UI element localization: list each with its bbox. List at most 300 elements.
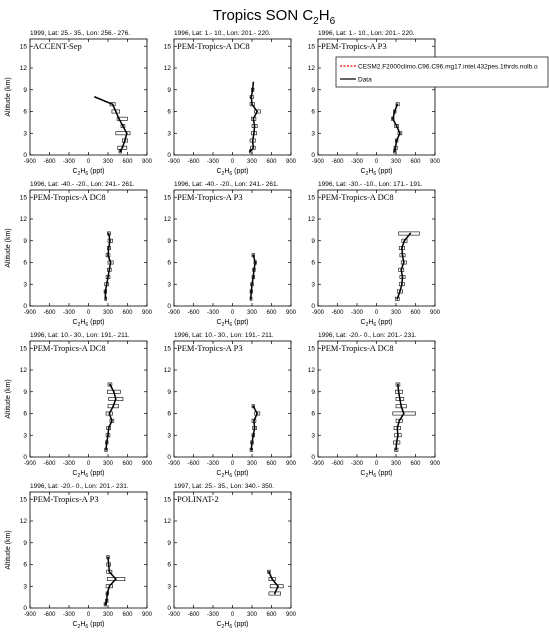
panel-9: [308, 332, 441, 479]
x-tick-label: -600: [187, 461, 200, 467]
data-point: [250, 449, 252, 451]
y-tick-label: 3: [311, 130, 315, 138]
y-tick-label: 15: [307, 43, 315, 51]
y-tick-label: 6: [167, 410, 171, 418]
y-tick-label: 9: [311, 86, 315, 94]
y-tick-label: 15: [19, 43, 27, 51]
x-tick-label: -300: [62, 461, 76, 467]
x-tick-label: 900: [429, 310, 441, 316]
data-point: [399, 291, 401, 293]
data-point: [126, 132, 128, 134]
data-point: [404, 240, 406, 242]
x-tick-label: 300: [102, 159, 114, 165]
panel-6: [308, 181, 441, 328]
data-point: [105, 298, 107, 300]
data-point: [403, 262, 405, 264]
data-point: [252, 89, 254, 91]
panel-info: 1996, Lat: -40.- -20., Lon: 241.- 261.: [30, 181, 135, 188]
x-tick-label: 600: [410, 461, 421, 467]
y-tick-label: 0: [23, 303, 27, 310]
y-tick-label: 3: [23, 432, 27, 440]
x-tick-label: -900: [23, 159, 37, 165]
x-tick-label: 600: [410, 310, 421, 316]
x-tick-label: 300: [246, 159, 258, 165]
x-tick-label: -600: [43, 310, 56, 316]
data-point: [113, 391, 115, 393]
x-tick-label: 0: [374, 461, 379, 467]
x-tick-label: -600: [43, 159, 56, 165]
x-tick-label: 300: [102, 612, 114, 618]
x-tick-label: 300: [390, 310, 402, 316]
x-tick-label: -900: [23, 461, 37, 467]
panel-info: 1996, Lat: -30.- -10., Lon: 171.- 191.: [318, 181, 423, 188]
y-tick-label: 9: [23, 539, 27, 547]
panel-name: PEM-Tropics-A DC8: [33, 343, 106, 353]
x-tick-label: 0: [230, 612, 235, 618]
x-tick-label: 900: [141, 159, 153, 165]
data-point: [108, 233, 110, 235]
data-point: [397, 434, 399, 436]
x-tick-label: -900: [23, 310, 37, 316]
y-tick-label: 0: [311, 152, 315, 159]
data-point: [252, 254, 254, 256]
panel-info: 1996, Lat: 1.- 10., Lon: 201.- 220.: [174, 30, 271, 37]
x-tick-label: 0: [230, 461, 235, 467]
data-point: [119, 150, 121, 152]
x-tick-label: 300: [246, 612, 258, 618]
data-point: [107, 254, 109, 256]
data-point: [105, 449, 107, 451]
data-point: [254, 262, 256, 264]
data-point: [121, 147, 123, 149]
y-tick-label: 0: [23, 152, 27, 159]
x-tick-label: 600: [266, 612, 277, 618]
plot-frame: [30, 492, 147, 608]
x-axis-label: $C_2H_6$ (ppt): [360, 470, 393, 479]
panel-info: 1997, Lat: 25.- 35., Lon: 340.- 350.: [174, 483, 275, 490]
x-tick-label: 600: [122, 310, 133, 316]
y-tick-label: 12: [163, 367, 171, 374]
y-tick-label: 0: [23, 454, 27, 461]
data-point: [111, 420, 113, 422]
x-tick-label: 900: [141, 461, 153, 467]
plot-frame: [174, 190, 291, 306]
panel-name: ACCENT-Sep: [33, 41, 82, 51]
data-point: [118, 118, 120, 120]
x-tick-label: 900: [429, 461, 441, 467]
panel-3: [308, 30, 441, 177]
data-point: [400, 405, 402, 407]
data-point: [112, 405, 114, 407]
x-tick-label: 600: [122, 612, 133, 618]
data-point: [252, 147, 254, 149]
data-point: [277, 585, 279, 587]
x-tick-label: 300: [102, 310, 114, 316]
x-tick-label: -300: [206, 159, 220, 165]
y-tick-label: 6: [167, 259, 171, 267]
plot-frame: [30, 341, 147, 457]
plot-frame: [174, 492, 291, 608]
x-tick-label: 0: [86, 310, 91, 316]
data-point: [396, 125, 398, 127]
data-point: [105, 603, 107, 605]
data-point: [108, 564, 110, 566]
y-tick-label: 6: [23, 259, 27, 267]
panel-name: PEM-Tropics-A DC8: [321, 343, 394, 353]
y-tick-label: 3: [23, 130, 27, 138]
title-sub2: 6: [329, 16, 336, 27]
panel-info: 1996, Lat: -20.- 0., Lon: 201.- 231.: [318, 332, 417, 339]
data-point: [251, 103, 253, 105]
y-tick-label: 6: [23, 410, 27, 418]
data-point: [106, 600, 108, 602]
y-tick-label: 15: [163, 345, 171, 353]
x-tick-label: -900: [167, 461, 181, 467]
plot-frame: [30, 190, 147, 306]
y-tick-label: 9: [311, 388, 315, 396]
y-tick-label: 6: [311, 259, 315, 267]
data-profile-line: [397, 234, 410, 299]
data-point: [249, 150, 251, 152]
data-point: [108, 413, 110, 415]
data-point: [401, 247, 403, 249]
y-tick-label: 3: [167, 130, 171, 138]
x-tick-label: -300: [206, 310, 220, 316]
y-tick-label: 15: [19, 496, 27, 504]
y-tick-label: 0: [311, 454, 315, 461]
panel-7: [5, 332, 153, 479]
x-tick-label: 900: [285, 310, 297, 316]
x-tick-label: 900: [285, 612, 297, 618]
data-point: [396, 140, 398, 142]
data-point: [252, 118, 254, 120]
data-point: [105, 291, 107, 293]
x-tick-label: 600: [122, 159, 133, 165]
x-axis-label: $C_2H_6$ (ppt): [216, 168, 249, 177]
y-tick-label: 3: [23, 281, 27, 289]
y-tick-label: 3: [23, 583, 27, 591]
data-point: [253, 420, 255, 422]
x-tick-label: 600: [266, 159, 277, 165]
data-point: [109, 240, 111, 242]
panel-1: [5, 30, 153, 177]
legend-label: Data: [358, 76, 372, 84]
y-tick-label: 12: [19, 518, 27, 525]
x-axis-label: $C_2H_6$ (ppt): [72, 319, 105, 328]
x-tick-label: -600: [331, 310, 344, 316]
data-point: [108, 247, 110, 249]
panel-info: 1996, Lat: 10.- 30., Lon: 191.- 211.: [174, 332, 274, 339]
data-profile-line: [269, 572, 278, 594]
y-tick-label: 6: [23, 108, 27, 116]
data-point: [268, 571, 270, 573]
y-tick-label: 9: [23, 86, 27, 94]
y-tick-label: 6: [23, 561, 27, 569]
data-point: [400, 269, 402, 271]
x-tick-label: -600: [187, 159, 200, 165]
data-profile-line: [95, 97, 127, 151]
data-point: [108, 269, 110, 271]
y-axis-label: Altitude (km): [5, 77, 12, 117]
data-point: [403, 413, 405, 415]
panel-info: 1999, Lat: 25.- 35., Lon: 256.- 276.: [30, 30, 131, 37]
data-point: [254, 125, 256, 127]
data-point: [251, 442, 253, 444]
y-tick-label: 0: [167, 152, 171, 159]
data-point: [396, 298, 398, 300]
y-tick-label: 9: [23, 388, 27, 396]
x-tick-label: 0: [374, 310, 379, 316]
data-point: [108, 427, 110, 429]
data-point: [396, 427, 398, 429]
panel-4: [5, 181, 153, 328]
y-tick-label: 12: [307, 367, 315, 374]
y-tick-label: 12: [19, 65, 27, 72]
y-tick-label: 12: [163, 65, 171, 72]
x-tick-label: -600: [43, 461, 56, 467]
x-tick-label: 0: [374, 159, 379, 165]
x-tick-label: 300: [246, 461, 258, 467]
x-tick-label: -600: [331, 461, 344, 467]
x-tick-label: -300: [62, 612, 76, 618]
range-bar: [116, 132, 130, 135]
y-tick-label: 0: [23, 605, 27, 612]
data-point: [106, 593, 108, 595]
plot-frame: [174, 341, 291, 457]
y-tick-label: 0: [167, 454, 171, 461]
data-point: [254, 427, 256, 429]
x-tick-label: 300: [246, 310, 258, 316]
data-profile-line: [106, 385, 116, 450]
y-tick-label: 12: [163, 518, 171, 525]
x-tick-label: 0: [86, 461, 91, 467]
data-point: [250, 291, 252, 293]
data-point: [250, 96, 252, 98]
y-tick-label: 3: [311, 281, 315, 289]
x-tick-label: -300: [206, 461, 220, 467]
title-main: Tropics SON C: [212, 7, 314, 24]
data-point: [398, 420, 400, 422]
data-point: [112, 103, 114, 105]
y-tick-label: 15: [307, 345, 315, 353]
x-axis-label: $C_2H_6$ (ppt): [360, 319, 393, 328]
x-tick-label: 300: [102, 461, 114, 467]
data-point: [409, 233, 411, 235]
data-point: [394, 147, 396, 149]
x-tick-label: -300: [62, 159, 76, 165]
data-point: [398, 391, 400, 393]
y-tick-label: 15: [19, 194, 27, 202]
y-tick-label: 15: [163, 194, 171, 202]
data-point: [106, 442, 108, 444]
y-tick-label: 9: [167, 237, 171, 245]
x-tick-label: -600: [331, 159, 344, 165]
x-tick-label: -300: [350, 310, 364, 316]
y-tick-label: 15: [163, 496, 171, 504]
panel-10: [5, 483, 153, 630]
data-point: [252, 405, 254, 407]
data-point: [252, 140, 254, 142]
x-tick-label: 600: [266, 310, 277, 316]
legend-label: CESM2.F2000climo.C96.C96.mg17.intel.432pes.1thrds.nolb.o: [358, 63, 538, 71]
y-tick-label: 9: [23, 237, 27, 245]
x-tick-label: 300: [390, 461, 402, 467]
panel-name: PEM-Tropics-A DC8: [321, 192, 394, 202]
y-axis-label: Altitude (km): [5, 530, 12, 570]
data-point: [115, 578, 117, 580]
data-point: [252, 276, 254, 278]
y-tick-label: 0: [167, 605, 171, 612]
data-point: [394, 111, 396, 113]
x-tick-label: -900: [311, 159, 325, 165]
data-point: [115, 111, 117, 113]
data-point: [107, 434, 109, 436]
x-tick-label: 0: [86, 612, 91, 618]
x-tick-label: -600: [43, 612, 56, 618]
panel-name: PEM-Tropics-A DC8: [177, 41, 250, 51]
x-axis-label: $C_2H_6$ (ppt): [216, 621, 249, 630]
data-point: [395, 449, 397, 451]
x-tick-label: 900: [429, 159, 441, 165]
data-point: [106, 283, 108, 285]
plot-frame: [318, 341, 435, 457]
panel-name: PEM-Tropics-A P3: [321, 41, 387, 51]
panel-name: PEM-Tropics-A P3: [33, 494, 99, 504]
data-point: [253, 132, 255, 134]
x-tick-label: -300: [206, 612, 220, 618]
panel-info: 1996, Lat: 10.- 30., Lon: 191.- 211.: [30, 332, 130, 339]
data-point: [399, 132, 401, 134]
data-point: [392, 118, 394, 120]
x-tick-label: 600: [266, 461, 277, 467]
y-tick-label: 9: [167, 388, 171, 396]
panel-name: PEM-Tropics-A P3: [177, 343, 243, 353]
data-point: [274, 593, 276, 595]
x-tick-label: 900: [285, 159, 297, 165]
y-tick-label: 9: [311, 237, 315, 245]
panel-name: PEM-Tropics-A DC8: [33, 192, 106, 202]
panel-info: 1996, Lat: -40.- -20., Lon: 241.- 261.: [174, 181, 279, 188]
y-tick-label: 6: [167, 108, 171, 116]
data-point: [124, 140, 126, 142]
y-tick-label: 12: [19, 367, 27, 374]
x-axis-label: $C_2H_6$ (ppt): [72, 168, 105, 177]
data-point: [401, 283, 403, 285]
y-tick-label: 15: [307, 194, 315, 202]
x-tick-label: -900: [167, 310, 181, 316]
data-point: [107, 556, 109, 558]
panel-2: [164, 30, 297, 177]
panel-5: [164, 181, 297, 328]
y-tick-label: 0: [311, 303, 315, 310]
x-axis-label: $C_2H_6$ (ppt): [72, 621, 105, 630]
x-tick-label: -300: [350, 159, 364, 165]
y-tick-label: 15: [163, 43, 171, 51]
plot-frame: [174, 39, 291, 155]
plot-frame: [30, 39, 147, 155]
data-point: [250, 298, 252, 300]
plot-frame: [318, 39, 435, 155]
y-tick-label: 12: [163, 216, 171, 223]
data-point: [252, 82, 254, 84]
x-axis-label: $C_2H_6$ (ppt): [216, 319, 249, 328]
x-tick-label: 0: [230, 310, 235, 316]
title-sub: 2: [313, 16, 319, 27]
panel-info: 1996, Lat: -20.- 0., Lon: 201.- 231.: [30, 483, 129, 490]
panel-info: 1996, Lat: 1.- 10., Lon: 201.- 220.: [318, 30, 415, 37]
data-point: [251, 283, 253, 285]
y-tick-label: 3: [311, 432, 315, 440]
data-point: [253, 269, 255, 271]
x-tick-label: 300: [390, 159, 402, 165]
data-point: [109, 384, 111, 386]
data-point: [122, 125, 124, 127]
x-tick-label: -600: [187, 612, 200, 618]
y-tick-label: 6: [167, 561, 171, 569]
data-point: [94, 96, 96, 98]
data-point: [256, 111, 258, 113]
x-tick-label: -900: [23, 612, 37, 618]
x-tick-label: 600: [410, 159, 421, 165]
y-tick-label: 12: [307, 216, 315, 223]
y-tick-label: 0: [167, 303, 171, 310]
data-point: [115, 398, 117, 400]
data-point: [399, 398, 401, 400]
data-point: [110, 262, 112, 264]
x-axis-label: $C_2H_6$ (ppt): [360, 168, 393, 177]
y-tick-label: 9: [167, 539, 171, 547]
data-point: [107, 276, 109, 278]
y-tick-label: 12: [19, 216, 27, 223]
panel-name: PEM-Tropics-A P3: [177, 192, 243, 202]
x-tick-label: 0: [230, 159, 235, 165]
data-point: [397, 384, 399, 386]
data-point: [402, 276, 404, 278]
legend: [336, 57, 548, 87]
data-point: [256, 413, 258, 415]
data-point: [396, 103, 398, 105]
y-tick-label: 6: [311, 108, 315, 116]
x-tick-label: 900: [285, 461, 297, 467]
x-tick-label: -900: [311, 310, 325, 316]
x-tick-label: 900: [141, 310, 153, 316]
panel-8: [164, 332, 297, 479]
plot-frame: [318, 190, 435, 306]
panel-name: POLINAT-2: [177, 494, 219, 504]
panels: [5, 30, 441, 630]
x-tick-label: -300: [62, 310, 76, 316]
data-point: [108, 571, 110, 573]
x-tick-label: -600: [187, 310, 200, 316]
data-point: [394, 150, 396, 152]
x-tick-label: 900: [141, 612, 153, 618]
panel-11: [164, 483, 297, 630]
x-tick-label: -900: [167, 612, 181, 618]
data-point: [271, 578, 273, 580]
data-point: [402, 254, 404, 256]
data-point: [396, 442, 398, 444]
data-profile-line: [105, 234, 110, 299]
data-point: [252, 434, 254, 436]
x-tick-label: -900: [311, 461, 325, 467]
y-axis-label: Altitude (km): [5, 228, 12, 268]
figure-title: [213, 7, 336, 27]
x-axis-label: $C_2H_6$ (ppt): [216, 470, 249, 479]
y-tick-label: 12: [307, 65, 315, 72]
x-tick-label: -900: [167, 159, 181, 165]
x-tick-label: 0: [86, 159, 91, 165]
x-tick-label: -300: [350, 461, 364, 467]
